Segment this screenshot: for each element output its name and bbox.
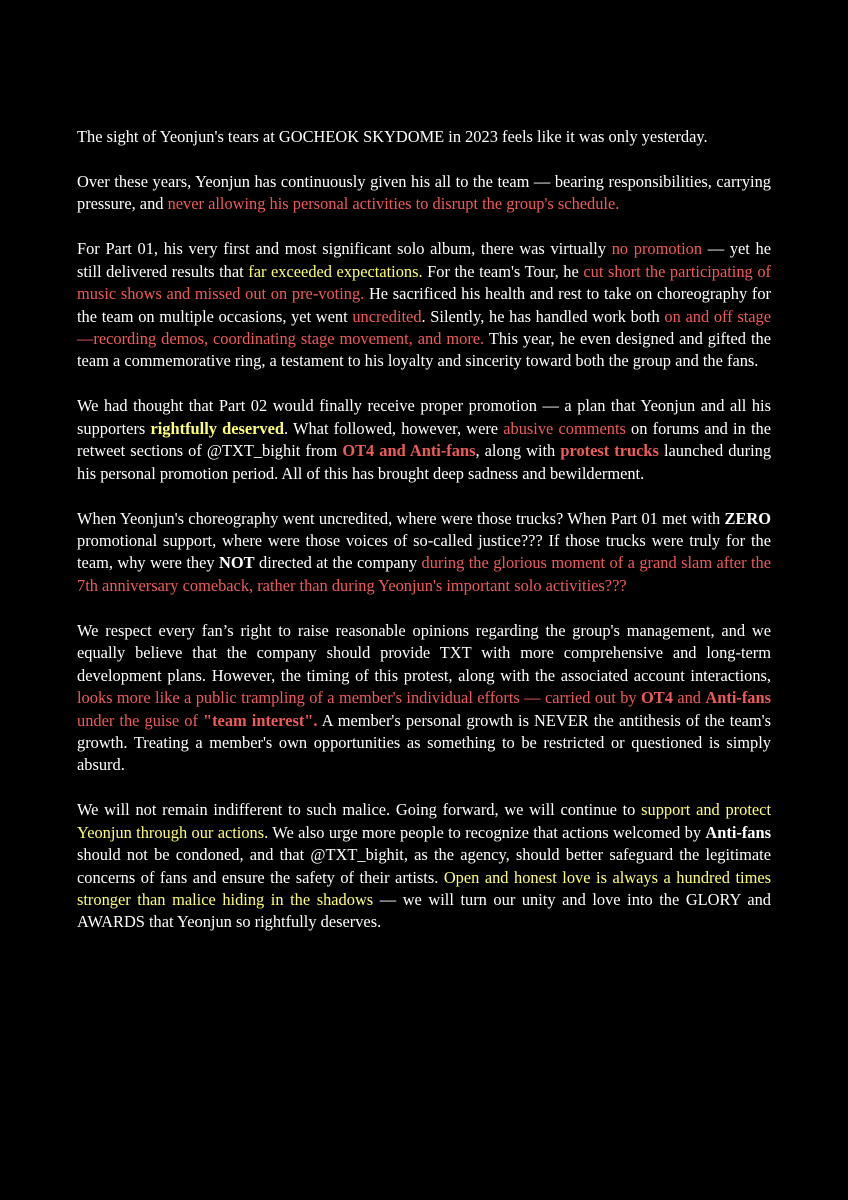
- highlight-red-text: uncredited: [352, 306, 422, 326]
- statement-paragraph: [77, 238, 771, 372]
- body-text: — yet he still delivered results that: [77, 239, 771, 281]
- highlight-red-text: looks more like a public trampling of a member's individual efforts — carried out by: [77, 688, 642, 708]
- highlight-red-text: no promotion: [611, 239, 703, 259]
- body-text: . What followed, however, were: [284, 418, 504, 438]
- body-text: A member's personal growth is NEVER the antithesis of the team's growth. Treating a member's own opportunities as something to be restricted or questioned is simply absurd.: [77, 710, 771, 775]
- body-text: launched during his personal promotion period. All of this has brought deep sadness and bewilderment.: [77, 441, 772, 483]
- highlight-red-text: under the guise of: [77, 710, 203, 730]
- body-text: We will not remain indifferent to such malice. Going forward, we will continue to: [77, 800, 642, 820]
- highlight-red-text: and: [672, 688, 706, 708]
- emphasis-text: Anti-fans: [705, 822, 771, 842]
- body-text: This year, he even designed and gifted the team a commemorative ring, a testament to his loyalty and sincerity toward both the group and the fans.: [77, 329, 771, 371]
- body-text: promotional support, where were those voices of so-called justice??? If those trucks were truly for the team, why were they: [77, 531, 771, 573]
- statement-paragraph: [77, 620, 771, 777]
- highlight-red-text: Anti-fans: [705, 688, 771, 708]
- highlight-red-text: cut short the participating of music shows and missed out on pre-voting.: [77, 261, 771, 304]
- statement-paragraph: [77, 799, 771, 933]
- body-text: on forums and in the retweet sections of @TXT_bighit from: [77, 418, 771, 461]
- statement-paragraph: [77, 126, 771, 148]
- body-text: directed at the company: [254, 553, 422, 573]
- highlight-yellow-text: rightfully deserved: [150, 418, 285, 438]
- body-text: We also urge more people to recognize that actions welcomed by: [268, 822, 706, 842]
- body-text: For Part 01, his very first and most significant solo album, there was virtually: [77, 239, 612, 259]
- body-text: , along with: [475, 441, 561, 461]
- body-text: The sight of Yeonjun's tears at GOCHEOK SKYDOME in 2023 feels like it was only yesterday.: [77, 127, 708, 146]
- emphasis-text: ZERO: [724, 508, 771, 528]
- body-text: should not be condoned, and that @TXT_bighit, as the agency, should better safeguard the legitimate concerns of fans and ensure the safety of their artists.: [77, 845, 771, 887]
- statement-document: [77, 126, 771, 956]
- highlight-yellow-text: support and protect Yeonjun through our actions.: [77, 800, 771, 842]
- highlight-red-text: on and off stage—recording demos, coordinating stage movement, and more.: [77, 306, 771, 349]
- body-text: We had thought that Part 02 would finally receive proper promotion — a plan that Yeonjun and all his supporters: [77, 396, 771, 438]
- body-text: For the team's Tour, he: [422, 261, 584, 281]
- highlight-yellow-text: far exceeded expectations.: [248, 261, 423, 281]
- highlight-red-text: abusive comments: [503, 418, 626, 438]
- highlight-yellow-text: Open and honest love is always a hundred times stronger than malice hiding in the shadows: [77, 867, 772, 909]
- body-text: We respect every fan’s right to raise reasonable opinions regarding the group's management, and we equally believe that the company should provide TXT with more comprehensive and long-term development plans. However, the timing of this protest, along with the associated account interactions,: [77, 620, 771, 685]
- body-text: . Silently, he has handled work both: [421, 306, 665, 326]
- body-text: He sacrificed his health and rest to take on choreography for the team on multiple occasions, yet went: [77, 284, 771, 326]
- highlight-red-text: OT4: [641, 688, 673, 708]
- emphasis-text: NOT: [219, 553, 255, 573]
- body-text: — we will turn our unity and love into the GLORY and AWARDS that Yeonjun so rightfully deserves.: [77, 889, 771, 932]
- highlight-red-text: protest trucks: [560, 441, 659, 461]
- statement-paragraph: [77, 171, 771, 216]
- highlight-red-text: OT4 and Anti-fans: [342, 441, 476, 461]
- highlight-red-text: during the glorious moment of a grand slam after the 7th anniversary comeback, rather than during Yeonjun's important solo activities???: [77, 553, 772, 595]
- highlight-red-text: never allowing his personal activities to disrupt the group's schedule.: [167, 194, 620, 214]
- statement-paragraph: [77, 395, 771, 485]
- statement-paragraph: [77, 508, 771, 598]
- body-text: Over these years, Yeonjun has continuously given his all to the team — bearing responsibilities, carrying pressure, and: [77, 172, 771, 214]
- highlight-red-text: "team interest".: [203, 710, 318, 730]
- body-text: When Yeonjun's choreography went uncredited, where were those trucks? When Part 01 met with: [77, 508, 725, 528]
